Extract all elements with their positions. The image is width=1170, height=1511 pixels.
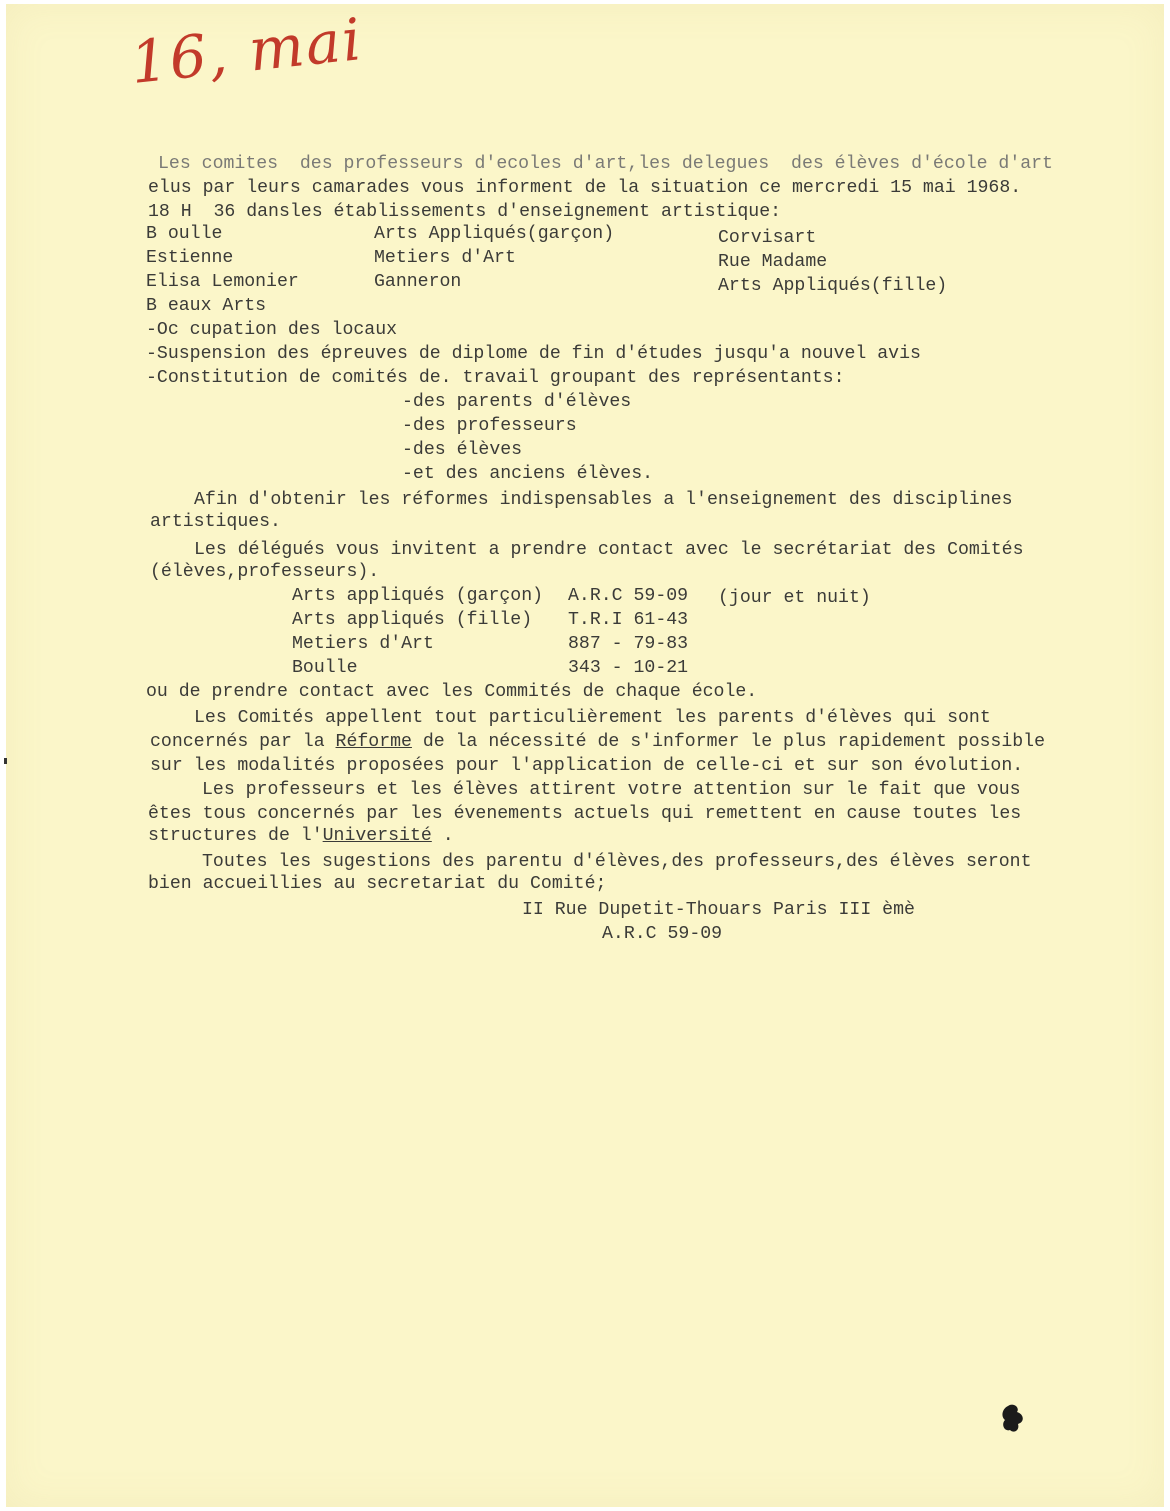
invite-line-1: Les délégués vous invitent a prendre contact avec le secrétariat des Comités bbox=[194, 540, 1024, 560]
suggestions-line-1: Toutes les sugestions des parentu d'élèves,des professeurs,des élèves seront bbox=[202, 852, 1032, 872]
suggestions-line-2: bien accueillies au secretariat du Comité; bbox=[148, 874, 607, 894]
intro-line-2: elus par leurs camarades vous informent de la situation ce mercredi 15 mai 1968. bbox=[148, 178, 1022, 198]
attention-line-3: structures de l'Université . bbox=[148, 826, 454, 846]
intro-line-1: Les comites des professeurs d'ecoles d'art,les delegues des élèves d'école d'art bbox=[158, 154, 1053, 174]
school-elisa-lemonier: Elisa Lemonier bbox=[146, 272, 299, 292]
school-rue-madame: Rue Madame bbox=[718, 252, 828, 272]
contact-phone: 343 - 10-21 bbox=[568, 658, 689, 678]
school-ganneron: Ganneron bbox=[374, 272, 462, 292]
school-arts-appliques-garcon: Arts Appliqués(garçon) bbox=[374, 224, 615, 244]
contact-name: Boulle bbox=[292, 658, 358, 678]
contact-name: Arts appliqués (garçon) bbox=[292, 586, 544, 606]
action-suspension: -Suspension des épreuves de diplome de fin d'études jusqu'a nouvel avis bbox=[146, 344, 921, 364]
rep-parents: -des parents d'élèves bbox=[402, 392, 632, 412]
parents-line-3: sur les modalités proposées pour l'application de celle-ci et sur son évolution. bbox=[150, 756, 1024, 776]
school-arts-appliques-fille: Arts Appliqués(fille) bbox=[718, 276, 948, 296]
address-line-2: A.R.C 59-09 bbox=[602, 924, 723, 944]
school-estienne: Estienne bbox=[146, 248, 234, 268]
contact-phone: A.R.C 59-09 bbox=[568, 586, 689, 606]
aim-line-1: Afin d'obtenir les réformes indispensables a l'enseignement des disciplines bbox=[194, 490, 1013, 510]
intro-line-3: 18 H 36 dansles établissements d'enseignement artistique: bbox=[148, 202, 782, 222]
contact-phone: T.R.I 61-43 bbox=[568, 610, 689, 630]
attention-line-2: êtes tous concernés par les évenements actuels qui remettent en cause toutes les bbox=[148, 804, 1022, 824]
underlined-universite: Université bbox=[322, 826, 432, 846]
edge-mark bbox=[4, 758, 7, 764]
ink-blot-mark bbox=[1000, 1402, 1026, 1434]
school-boulle: B oulle bbox=[146, 224, 223, 244]
underlined-reforme: Réforme bbox=[335, 732, 412, 752]
rep-professeurs: -des professeurs bbox=[402, 416, 577, 436]
rep-eleves: -des élèves bbox=[402, 440, 523, 460]
invite-line-2: (élèves,professeurs). bbox=[150, 562, 380, 582]
contact-name: Arts appliqués (fille) bbox=[292, 610, 533, 630]
rep-anciens-eleves: -et des anciens élèves. bbox=[402, 464, 654, 484]
school-metiers-dart: Metiers d'Art bbox=[374, 248, 516, 268]
attention-line-1: Les professeurs et les élèves attirent votre attention sur le fait que vous bbox=[202, 780, 1021, 800]
document-page bbox=[6, 4, 1164, 1507]
parents-line-2: concernés par la Réforme de la nécessité de s'informer le plus rapidement possible bbox=[150, 732, 1045, 752]
aim-line-2: artistiques. bbox=[150, 512, 281, 532]
contact-note: (jour et nuit) bbox=[718, 588, 871, 608]
or-contact-line: ou de prendre contact avec les Commités de chaque école. bbox=[146, 682, 758, 702]
contact-phone: 887 - 79-83 bbox=[568, 634, 689, 654]
contact-name: Metiers d'Art bbox=[292, 634, 434, 654]
school-beaux-arts: B eaux Arts bbox=[146, 296, 267, 316]
handwritten-date-note: 16, mai bbox=[127, 5, 367, 97]
school-corvisart: Corvisart bbox=[718, 228, 817, 248]
parents-line-1: Les Comités appellent tout particulièrement les parents d'élèves qui sont bbox=[194, 708, 991, 728]
address-line-1: II Rue Dupetit-Thouars Paris III èmè bbox=[522, 900, 915, 920]
action-occupation: -Oc cupation des locaux bbox=[146, 320, 398, 340]
action-constitution: -Constitution de comités de. travail groupant des représentants: bbox=[146, 368, 845, 388]
